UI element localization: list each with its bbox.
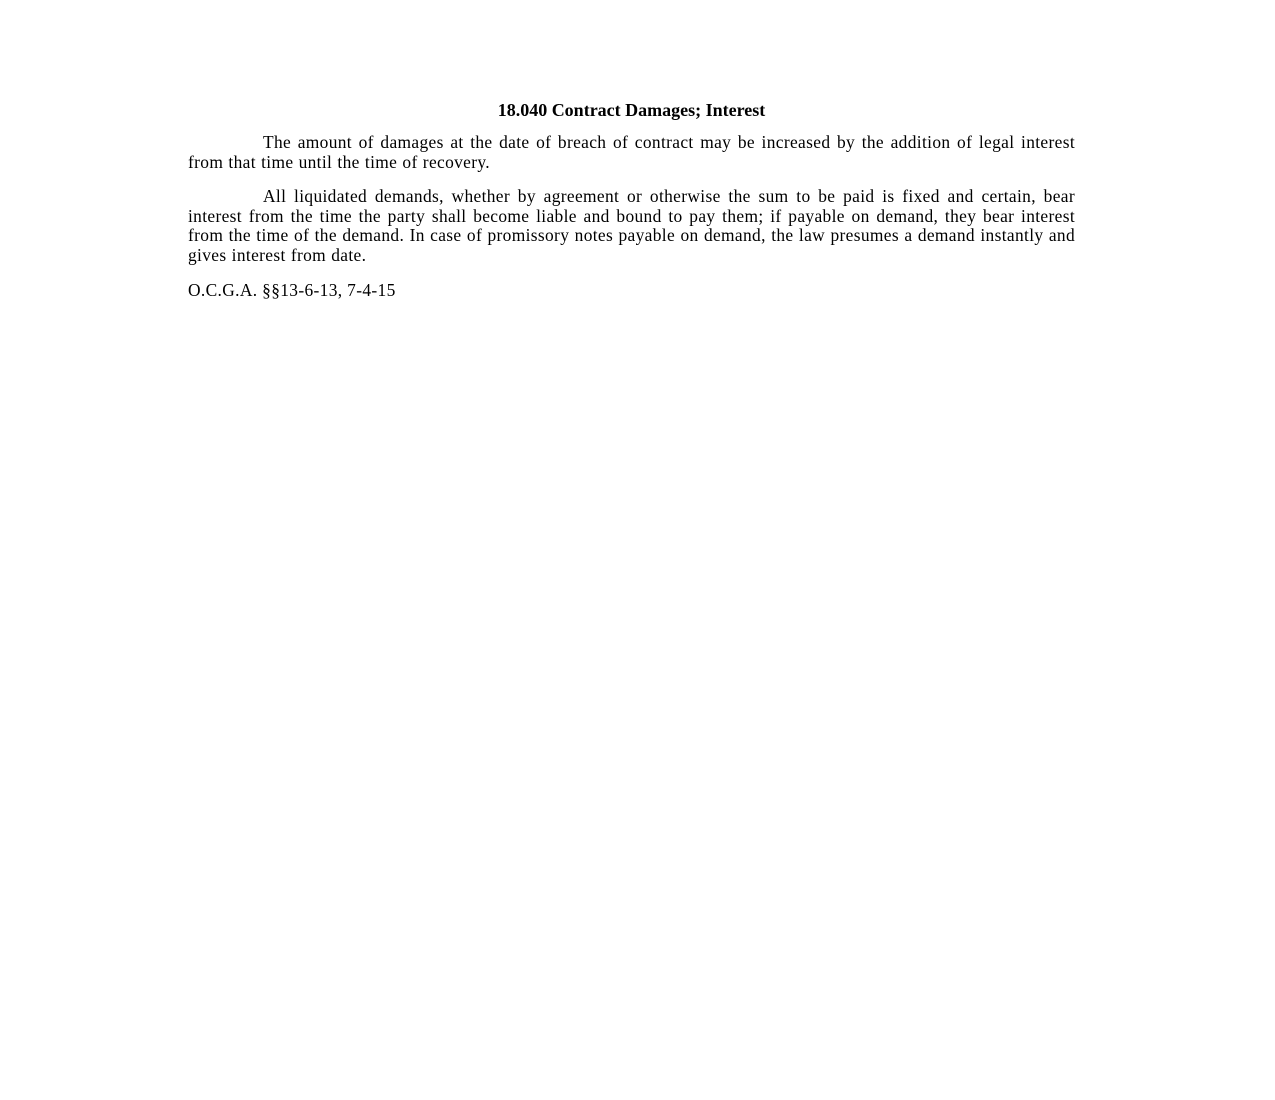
paragraph-damages-at-breach: The amount of damages at the date of breach of contract may be increased by the addition of legal interest from that time until the time of recovery. [188, 132, 1075, 172]
document-page [188, 98, 1075, 300]
section-title: 18.040 Contract Damages; Interest [497, 100, 766, 120]
paragraph-liquidated-demands: All liquidated demands, whether by agreement or otherwise the sum to be paid is fixed and certain, bear interest from the time the party shall become liable and bound to pay them; if payable on demand, they bear interest from the time of the demand. In case of promissory notes payable on demand, the law presumes a demand instantly and gives interest from date. [188, 186, 1075, 265]
statute-citation: O.C.G.A. §§13-6-13, 7-4-15 [188, 280, 396, 300]
